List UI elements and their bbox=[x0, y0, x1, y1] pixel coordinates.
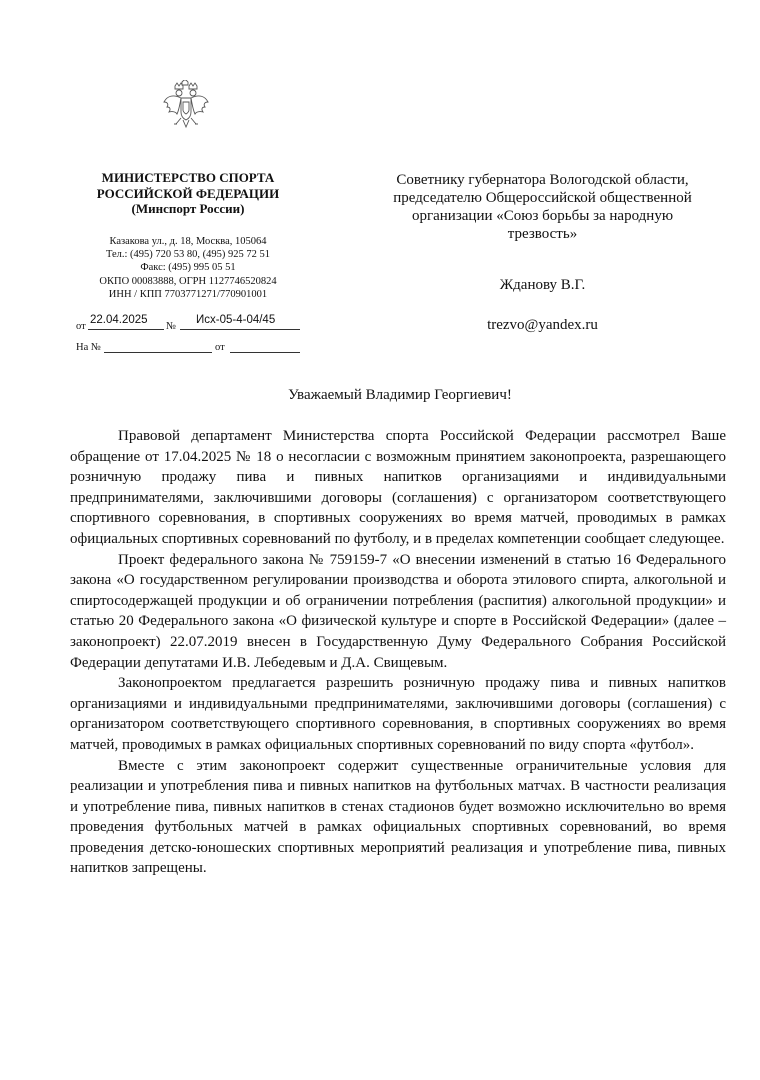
ref-date-label: от bbox=[215, 342, 225, 353]
date-label: от bbox=[76, 321, 86, 332]
outgoing-number-line bbox=[180, 329, 300, 330]
letter-paragraph: Вместе с этим законопроект содержит существенные ограничительные условия для реализации и употребления пива и пивных напитков на футбольных матчах. В частности реализация и употребление пива, пивных напитков в стенах стадионов будет возможно исключительно во время проведения футбольных матчей в рамках официальных спортивных соревнований, во время проведения детско-юношеских спортивных мероприятий реализация и употребление пива, пивных напитков запрещены. bbox=[70, 757, 726, 877]
ministry-address: Казакова ул., д. 18, Москва, 105064 bbox=[109, 236, 267, 247]
ministry-contacts bbox=[66, 235, 310, 301]
letter-paragraph: Правовой департамент Министерства спорта Российской Федерации рассмотрел Ваше обращение от 17.04.2025 № 18 о несогласии с возможным принятием законопроекта, разрешающего розничную продажу пива и пивных напитков организациями и индивидуальными предпринимателями, заключившими договоры (соглашения) с организатором соответствующего спортивного соревнования, в спортивных сооружениях во время матчей, проводимых в рамках официальных спортивных соревнований по футболу, и в пределах компетенции сообщает следующее. bbox=[70, 428, 726, 547]
ministry-okpo: ОКПО 00083888, ОГРН 1127746520824 bbox=[99, 275, 277, 287]
ministry-name bbox=[68, 170, 308, 217]
recipient-line2: председателю Общероссийской общественной bbox=[393, 190, 692, 206]
outgoing-date-line bbox=[88, 329, 164, 330]
outgoing-date: 22.04.2025 bbox=[90, 314, 148, 326]
recipient-line3: организации «Союз борьбы за народную bbox=[411, 208, 674, 224]
ministry-name-line2: РОССИЙСКОЙ ФЕДЕРАЦИИ bbox=[96, 185, 280, 201]
ministry-short-name: (Минспорт России) bbox=[131, 201, 245, 216]
outgoing-number: Исх-05-4-04/45 bbox=[196, 314, 276, 326]
recipient-name: Жданову В.Г. bbox=[499, 277, 586, 293]
letter-paragraph: Проект федерального закона № 759159-7 «О внесении изменений в статью 16 Федерального закона «О государственном регулировании производства и оборота этилового спирта, алкогольной и спиртосодержащей продукции и об ограничении потребления (распития) алкогольной продукции» и статью 20 Федерального закона «О физической культуре и спорте в Российской Федерации» (далее – законопроект) 22.07.2019 внесен в Государственную Думу Федерального Собрания Российской Федерации депутатами И.В. Лебедевым и Д.А. Свищевым. bbox=[70, 551, 726, 671]
ref-date-line bbox=[230, 352, 300, 353]
number-label: № bbox=[166, 321, 177, 332]
recipient-line4: трезвость» bbox=[507, 226, 578, 242]
ministry-fax: Факс: (495) 995 05 51 bbox=[140, 262, 236, 274]
ministry-name-line1: МИНИСТЕРСТВО СПОРТА bbox=[101, 170, 275, 185]
recipient-title bbox=[355, 171, 730, 243]
letter-greeting: Уважаемый Владимир Георгиевич! bbox=[288, 387, 512, 403]
recipient-email: trezvo@yandex.ru bbox=[487, 317, 598, 333]
ref-number-line bbox=[104, 352, 212, 353]
ref-label: На № bbox=[76, 342, 101, 353]
ministry-inn: ИНН / КПП 7703771271/770901001 bbox=[108, 288, 268, 300]
recipient-line1: Советнику губернатора Вологодской области, bbox=[396, 172, 689, 188]
letter-paragraph: Законопроектом предлагается разрешить розничную продажу пива и пивных напитков организациями и индивидуальными предпринимателями, заключившими договоры (соглашения) с организатором соответствующего спортивного соревнования, в спортивных сооружениях во время матчей, проводимых в рамках официальных спортивных соревнований по виду спорта «футбол». bbox=[70, 675, 726, 753]
letter-body bbox=[70, 426, 726, 879]
ministry-phone: Тел.: (495) 720 53 80, (495) 925 72 51 bbox=[105, 249, 271, 261]
russian-coat-of-arms-icon bbox=[161, 80, 211, 134]
